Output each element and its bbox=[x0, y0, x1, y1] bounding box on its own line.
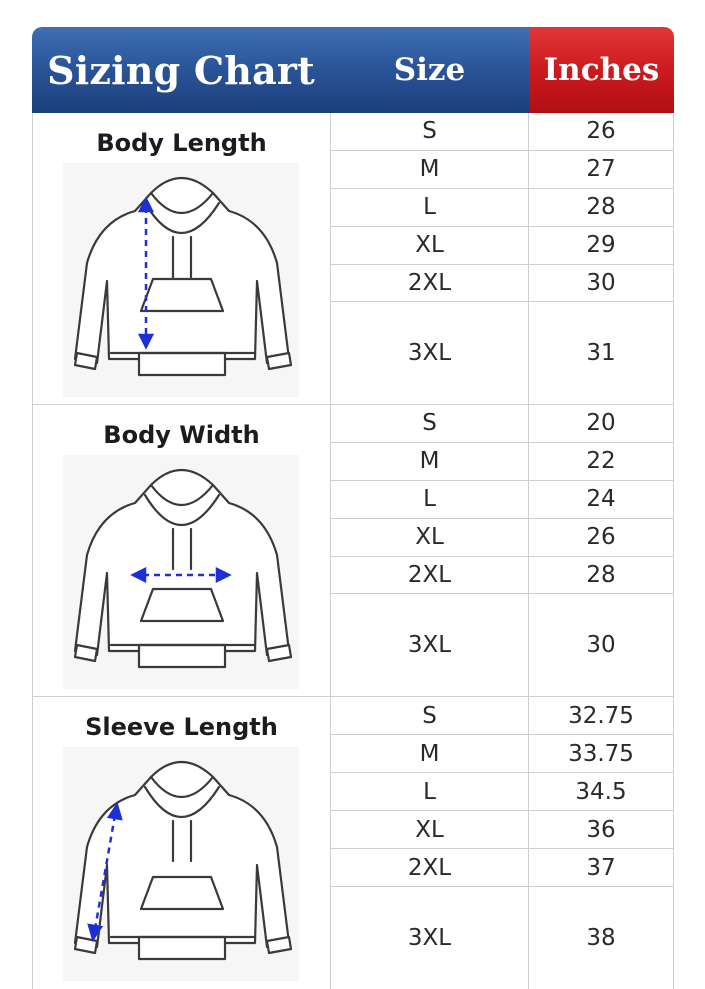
inches-cell: 32.75 bbox=[529, 697, 674, 734]
table-row bbox=[331, 811, 674, 849]
size-cell: 3XL bbox=[331, 302, 529, 404]
body-width-illustration bbox=[33, 405, 331, 696]
sleeve-length-illustration bbox=[33, 697, 331, 989]
table-row bbox=[331, 849, 674, 887]
inches-cell: 22 bbox=[529, 443, 674, 480]
size-rows bbox=[331, 697, 674, 989]
size-cell: L bbox=[331, 189, 529, 226]
table-row bbox=[331, 405, 674, 443]
hoodie-icon bbox=[33, 697, 329, 987]
table-row bbox=[331, 265, 674, 303]
inches-cell: 27 bbox=[529, 151, 674, 188]
size-cell: L bbox=[331, 773, 529, 810]
sizing-chart bbox=[32, 27, 674, 989]
table-row bbox=[331, 557, 674, 595]
section-label: Body Width bbox=[103, 421, 260, 449]
chart-title: Sizing Chart bbox=[47, 47, 315, 93]
inches-cell: 38 bbox=[529, 887, 674, 989]
size-cell: M bbox=[331, 443, 529, 480]
size-cell: 2XL bbox=[331, 265, 529, 302]
inches-column-header: Inches bbox=[529, 27, 674, 113]
inches-cell: 36 bbox=[529, 811, 674, 848]
size-rows bbox=[331, 405, 674, 696]
section-label: Body Length bbox=[96, 129, 267, 157]
inches-cell: 30 bbox=[529, 594, 674, 696]
table-row bbox=[331, 302, 674, 404]
section-body-width bbox=[32, 405, 674, 697]
inches-cell: 26 bbox=[529, 113, 674, 150]
size-column-header: Size bbox=[393, 52, 466, 88]
table-row bbox=[331, 887, 674, 989]
inches-cell: 30 bbox=[529, 265, 674, 302]
size-cell: XL bbox=[331, 811, 529, 848]
table-row bbox=[331, 697, 674, 735]
inches-cell: 33.75 bbox=[529, 735, 674, 772]
inches-cell: 37 bbox=[529, 849, 674, 886]
size-cell: 2XL bbox=[331, 557, 529, 594]
inches-cell: 26 bbox=[529, 519, 674, 556]
size-cell: L bbox=[331, 481, 529, 518]
size-rows bbox=[331, 113, 674, 404]
section-sleeve-length bbox=[32, 697, 674, 989]
table-row bbox=[331, 594, 674, 696]
size-cell: 2XL bbox=[331, 849, 529, 886]
hoodie-icon bbox=[33, 113, 329, 403]
inches-cell: 28 bbox=[529, 557, 674, 594]
inches-cell: 29 bbox=[529, 227, 674, 264]
size-cell: 3XL bbox=[331, 594, 529, 696]
table-row bbox=[331, 151, 674, 189]
table-row bbox=[331, 519, 674, 557]
chart-header bbox=[32, 27, 674, 113]
table-row bbox=[331, 189, 674, 227]
table-row bbox=[331, 227, 674, 265]
size-cell: M bbox=[331, 735, 529, 772]
header-blue-band bbox=[32, 27, 529, 113]
section-body-length bbox=[32, 113, 674, 405]
inches-cell: 20 bbox=[529, 405, 674, 442]
table-row bbox=[331, 735, 674, 773]
size-cell: S bbox=[331, 113, 529, 150]
table-row bbox=[331, 481, 674, 519]
section-label: Sleeve Length bbox=[85, 713, 278, 741]
inches-cell: 28 bbox=[529, 189, 674, 226]
inches-cell: 24 bbox=[529, 481, 674, 518]
size-cell: XL bbox=[331, 519, 529, 556]
table-row bbox=[331, 443, 674, 481]
size-cell: 3XL bbox=[331, 887, 529, 989]
table-row bbox=[331, 113, 674, 151]
size-cell: XL bbox=[331, 227, 529, 264]
hoodie-icon bbox=[33, 405, 329, 695]
size-cell: M bbox=[331, 151, 529, 188]
size-cell: S bbox=[331, 405, 529, 442]
inches-cell: 34.5 bbox=[529, 773, 674, 810]
size-cell: S bbox=[331, 697, 529, 734]
table-row bbox=[331, 773, 674, 811]
body-length-illustration bbox=[33, 113, 331, 404]
inches-cell: 31 bbox=[529, 302, 674, 404]
